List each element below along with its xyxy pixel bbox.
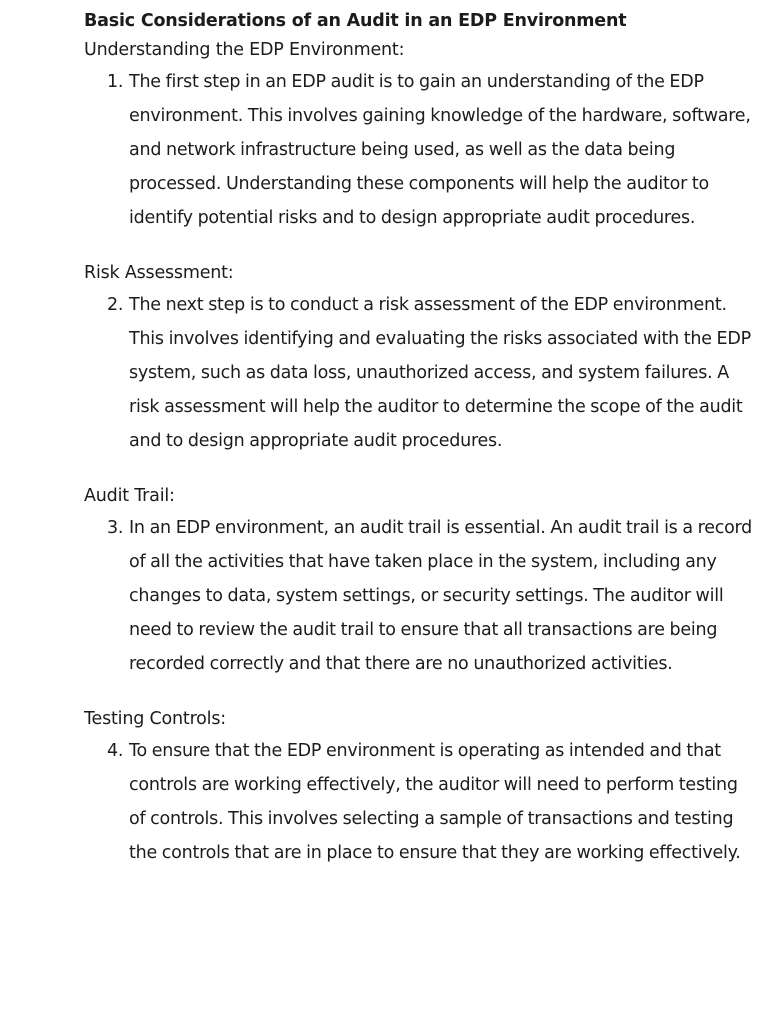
list-item-text: The first step in an EDP audit is to gain an understanding of the EDP environment. This involves gaining knowledge of the hardware, software, and network infrastructure being used, as well as the data being processed. Understanding these components will help the auditor to identify potential risks and to design appropriate audit procedures. <box>129 72 751 228</box>
section-heading: Risk Assessment: <box>84 263 234 283</box>
list-item-text: In an EDP environment, an audit trail is essential. An audit trail is a record of all the activities that have taken place in the system, including any changes to data, system settings, or security settings. The auditor will need to review the audit trail to ensure that all transactions are being recorded correctly and that there are no unauthorized activities. <box>129 518 753 674</box>
section-heading: Audit Trail: <box>84 486 175 506</box>
list-item-text: To ensure that the EDP environment is operating as intended and that controls are working effectively, the auditor will need to perform testing of controls. This involves selecting a sample of transactions and testing the controls that are in place to ensure that they are working effectively. <box>129 741 741 863</box>
list-item-text: The next step is to conduct a risk assessment of the EDP environment. This involves identifying and evaluating the risks associated with the EDP system, such as data loss, unauthorized access, and system failures. A risk assessment will help the auditor to determine the scope of the audit and to design appropriate audit procedures. <box>129 295 751 451</box>
list-item-number: 1. <box>107 72 124 92</box>
section-heading: Testing Controls: <box>84 709 226 729</box>
document-title: Basic Considerations of an Audit in an EDP Environment <box>84 11 627 31</box>
list-item-number: 2. <box>107 295 124 315</box>
section-understanding-edp <box>84 35 756 235</box>
section-testing-controls <box>84 704 756 870</box>
list-item <box>84 734 756 870</box>
list-item-number: 3. <box>107 518 124 538</box>
section-risk-assessment <box>84 258 756 458</box>
section-audit-trail <box>84 481 756 681</box>
list-item-number: 4. <box>107 741 124 761</box>
section-heading: Understanding the EDP Environment: <box>84 40 405 60</box>
list-item <box>84 288 756 458</box>
list-item <box>84 511 756 681</box>
list-item <box>84 65 756 235</box>
